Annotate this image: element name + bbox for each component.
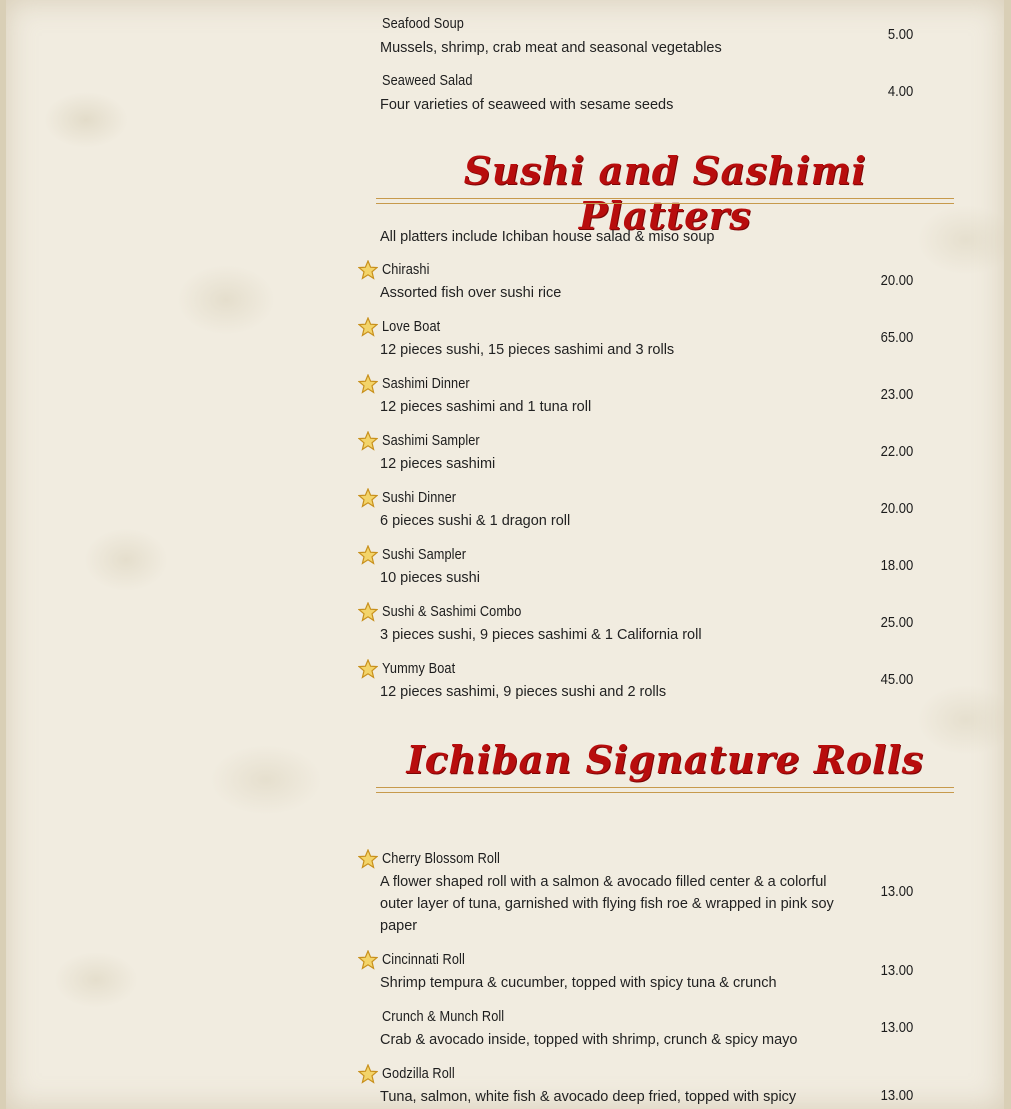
item-price: 23.00 bbox=[880, 387, 913, 403]
star-icon bbox=[358, 545, 378, 565]
item-name: Sushi Dinner bbox=[382, 490, 457, 506]
item-description: 6 pieces sushi & 1 dragon roll bbox=[380, 513, 571, 529]
item-name: Chirashi bbox=[382, 262, 430, 278]
item-price: 13.00 bbox=[880, 1020, 913, 1036]
item-name: Love Boat bbox=[382, 319, 441, 335]
item-price: 45.00 bbox=[880, 672, 913, 688]
item-price: 13.00 bbox=[880, 1088, 913, 1104]
star-icon bbox=[358, 488, 378, 508]
item-price: 5.00 bbox=[887, 27, 913, 43]
item-description: 12 pieces sashimi bbox=[380, 456, 496, 472]
item-name: Sashimi Sampler bbox=[382, 433, 480, 449]
item-description: 10 pieces sushi bbox=[380, 570, 480, 586]
item-description: Mussels, shrimp, crab meat and seasonal vegetables bbox=[380, 40, 722, 56]
item-price: 22.00 bbox=[880, 444, 913, 460]
star-icon bbox=[358, 950, 378, 970]
item-name: Godzilla Roll bbox=[382, 1066, 455, 1082]
item-description: 12 pieces sushi, 15 pieces sashimi and 3 rolls bbox=[380, 342, 675, 358]
section-title-rolls: Ichiban Signature Rolls bbox=[406, 737, 924, 782]
item-name: Cincinnati Roll bbox=[382, 952, 465, 968]
item-name: Crunch & Munch Roll bbox=[382, 1009, 505, 1025]
star-icon bbox=[358, 1064, 378, 1084]
item-description: Crab & avocado inside, topped with shrimp, crunch & spicy mayo bbox=[380, 1032, 798, 1048]
item-price: 4.00 bbox=[887, 84, 913, 100]
star-icon bbox=[358, 849, 378, 869]
item-description: Assorted fish over sushi rice bbox=[380, 285, 562, 301]
star-icon bbox=[358, 659, 378, 679]
item-price: 13.00 bbox=[880, 884, 913, 900]
item-description: Tuna, salmon, white fish & avocado deep fried, topped with spicy bbox=[380, 1089, 797, 1105]
section-divider bbox=[376, 787, 954, 793]
section-divider bbox=[376, 198, 954, 204]
item-description: Shrimp tempura & cucumber, topped with spicy tuna & crunch bbox=[380, 975, 777, 991]
star-icon bbox=[358, 602, 378, 622]
item-name: Seafood Soup bbox=[382, 16, 464, 32]
star-icon bbox=[358, 260, 378, 280]
item-description: A flower shaped roll with a salmon & avocado filled center & a colorful outer layer of tuna, garnished with flying fish roe & wrapped in pink soy paper bbox=[380, 874, 834, 934]
item-price: 13.00 bbox=[880, 963, 913, 979]
item-name: Sushi & Sashimi Combo bbox=[382, 604, 522, 620]
star-icon bbox=[358, 431, 378, 451]
item-name: Sashimi Dinner bbox=[382, 376, 470, 392]
item-price: 18.00 bbox=[880, 558, 913, 574]
item-price: 25.00 bbox=[880, 615, 913, 631]
page-edge-right bbox=[1004, 0, 1011, 1109]
item-name: Yummy Boat bbox=[382, 661, 456, 677]
item-name: Cherry Blossom Roll bbox=[382, 851, 500, 867]
star-icon bbox=[358, 374, 378, 394]
page-edge-left bbox=[0, 0, 6, 1109]
item-name: Sushi Sampler bbox=[382, 547, 467, 563]
item-description: 12 pieces sashimi and 1 tuna roll bbox=[380, 399, 592, 415]
star-icon bbox=[358, 317, 378, 337]
item-price: 65.00 bbox=[880, 330, 913, 346]
item-price: 20.00 bbox=[880, 501, 913, 517]
section-title-platters: Sushi and Sashimi Platters bbox=[463, 148, 867, 238]
item-description: 3 pieces sushi, 9 pieces sashimi & 1 California roll bbox=[380, 627, 702, 643]
item-name: Seaweed Salad bbox=[382, 73, 473, 89]
section-note: All platters include Ichiban house salad & miso soup bbox=[380, 229, 715, 245]
item-description: 12 pieces sashimi, 9 pieces sushi and 2 rolls bbox=[380, 684, 667, 700]
item-description: Four varieties of seaweed with sesame seeds bbox=[380, 97, 674, 113]
item-price: 20.00 bbox=[880, 273, 913, 289]
